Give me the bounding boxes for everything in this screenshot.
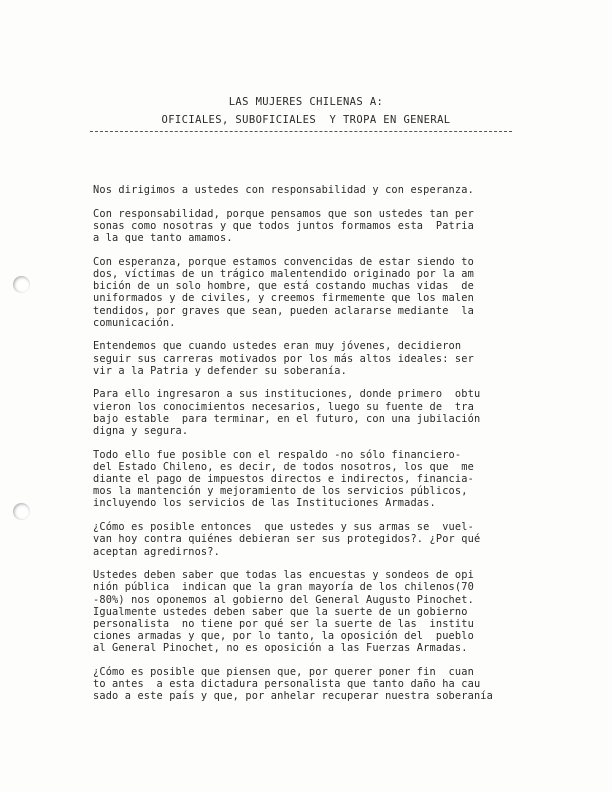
text-line: ciones armadas y que, por lo tanto, la oposición del pueblo — [93, 630, 474, 643]
text-line: sonas como nosotras y que todos juntos formamos esta Patria — [93, 219, 474, 232]
text-line: del Estado Chileno, es decir, de todos nosotros, los que me — [93, 460, 474, 473]
text-line: diante el pago de impuestos directos e indirectos, financia- — [93, 473, 474, 486]
text-line: Nos dirigimos a ustedes con responsabilidad y con esperanza. — [93, 184, 474, 196]
text-line: digna y segura. — [93, 425, 189, 437]
text-line: vieron los conocimientos necesarios, luego su fuente de tra — [93, 400, 474, 413]
text-line: bición de un solo hombre, que está costando muchas vidas de — [93, 280, 474, 293]
text-line: Todo ello fue posible con el respaldo -no sólo financiero- — [93, 448, 462, 461]
text-line: comunicación. — [93, 316, 176, 329]
paragraph — [93, 208, 529, 245]
letter-body — [93, 184, 529, 714]
title-line-2: OFICIALES, SUBOFICIALES Y TROPA EN GENERAL — [161, 114, 451, 126]
paragraph — [93, 521, 529, 558]
paragraph — [93, 449, 529, 510]
paragraph — [93, 666, 529, 703]
text-line: aceptan agredirnos?. — [93, 545, 220, 558]
text-line: mos la mantención y mejoramiento de los servicios públicos, — [93, 485, 468, 498]
text-line: a la que tanto amamos. — [93, 232, 233, 245]
text-line: van hoy contra quiénes debieran ser sus protegidos?. ¿Por qué — [93, 533, 481, 546]
text-line: personalista no tiene por qué ser la suerte de las institu — [93, 617, 474, 630]
text-line: nión pública indican que la gran mayoría de los chilenos(70 — [93, 581, 474, 594]
text-line: seguir sus carreras motivados por los más altos ideales: ser — [93, 352, 474, 365]
text-line: ¿Cómo es posible que piensen que, por querer poner fin cuan — [93, 666, 474, 678]
text-line: Con esperanza, porque estamos convencidas de estar siendo to — [93, 255, 474, 268]
text-line: to antes a esta dictadura personalista que tanto daño ha cau — [93, 678, 481, 691]
text-line: tendidos, por graves que sean, pueden aclararse mediante la — [93, 304, 474, 317]
text-line: dos, víctimas de un trágico malentendido originado por la am — [93, 267, 474, 280]
text-line: sado a este país y que, por anhelar recuperar nuestra soberanía — [93, 690, 494, 703]
text-line: bajo estable para terminar, en el futuro, con una jubilación — [93, 412, 481, 425]
paragraph — [93, 184, 529, 196]
text-line: Ustedes deben saber que todas las encuestas y sondeos de opi — [93, 569, 474, 582]
paragraph — [93, 569, 529, 654]
text-line: Igualmente ustedes deben saber que la suerte de un gobierno — [93, 605, 468, 618]
text-line: al General Pinochet, no es oposición a las Fuerzas Armadas. — [93, 642, 468, 655]
paragraph — [93, 256, 529, 329]
punch-hole-bottom — [13, 503, 30, 520]
text-line: Para ello ingresaron a sus instituciones, donde primero obtu — [93, 388, 481, 401]
text-line: ¿Cómo es posible entonces que ustedes y sus armas se vuel- — [93, 521, 474, 534]
text-line: -80%) nos oponemos al gobierno del General Augusto Pinochet. — [93, 593, 474, 606]
title-line-1: LAS MUJERES CHILENAS A: — [228, 96, 384, 108]
text-line: incluyendo los servicios de las Instituciones Armadas. — [93, 497, 436, 510]
text-line: uniformados y de civiles, y creemos firmemente que los malen — [93, 292, 474, 305]
punch-hole-top — [13, 276, 30, 293]
text-line: Con responsabilidad, porque pensamos que son ustedes tan per — [93, 207, 474, 220]
paragraph — [93, 388, 529, 437]
text-line: Entendemos que cuando ustedes eran muy jóvenes, decidieron — [93, 340, 462, 353]
title-underline — [90, 131, 512, 132]
text-line: vir a la Patria y defender su soberanía. — [93, 364, 347, 377]
paragraph — [93, 340, 529, 377]
